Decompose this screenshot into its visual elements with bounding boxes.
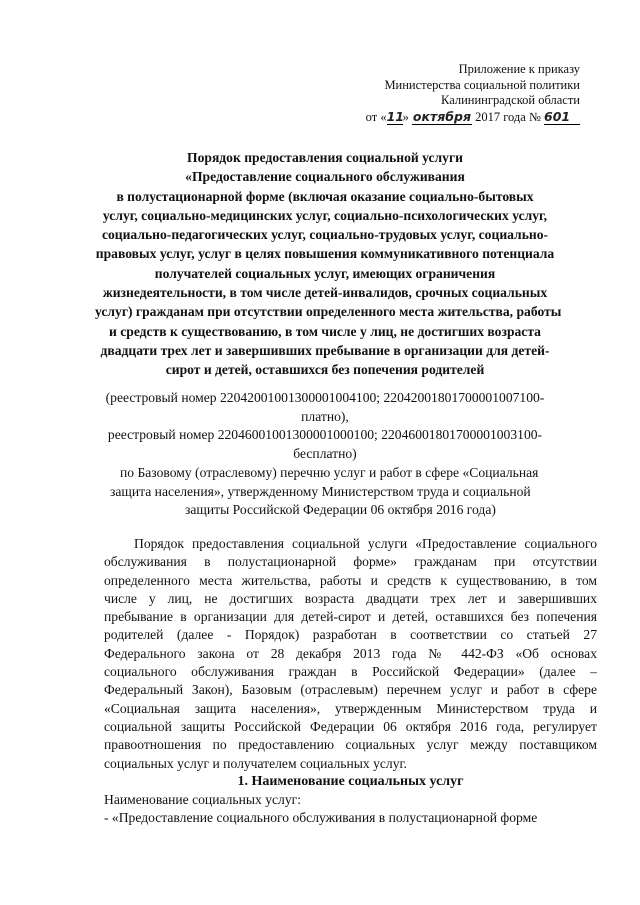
- body-last-line: социальных услуг и получателем социальных услуг.: [104, 755, 407, 771]
- title-line: Порядок предоставления социальной услуги: [187, 150, 463, 165]
- title-line: и средств к существованию, в том числе у лиц, не достигших возраста: [109, 323, 541, 339]
- body-line: пребывание в организации для детей-сирот и детей, оставшихся без попечения: [104, 609, 597, 625]
- basis-line: по Базовому (отраслевому) перечню услуг и работ в сфере «Социальная: [120, 465, 539, 480]
- attachment-header: [330, 62, 580, 125]
- date-month-handwritten: октября: [412, 108, 471, 124]
- body-line: Федеральный Закон), Базовым (отраслевым) перечнем услуг и работ в сфере: [104, 682, 597, 698]
- attachment-line-2: Министерства социальной политики: [384, 77, 580, 92]
- body-line: правоотношения по предоставлению социальных услуг между поставщиком: [104, 737, 597, 753]
- date-prefix: от «: [365, 109, 387, 124]
- title-line: сирот и детей, оставшихся без попечения родителей: [165, 362, 485, 378]
- title-line: двадцати трех лет и завершивших пребывание в организации для детей-: [100, 342, 550, 358]
- basis-line: защита населения», утвержденному Министерством труда и социальной: [110, 483, 531, 499]
- title-line: услуг) гражданам при отсутствии определенного места жительства, работы: [95, 304, 562, 320]
- title-line: правовых услуг, услуг в целях повышения коммуникативного потенциала: [95, 246, 555, 262]
- body-line: обслуживания в полустационарной форме» гражданам при отсутствии: [104, 554, 597, 570]
- date-mid: »: [402, 109, 409, 124]
- body-line: Федерального закона от 28 декабря 2013 года № 442-ФЗ «Об основах: [104, 645, 597, 661]
- body-line: «Социальная защита населения», утвержденным Министерством труда и: [104, 700, 597, 716]
- document-title: [95, 148, 562, 380]
- registry-line: (реестровый номер 22042001001300001004100; 22042001801700001007100-: [105, 390, 545, 405]
- body-line: социального обслуживания граждан в Российской Федерации» (далее –: [104, 664, 597, 680]
- registry-line: платно),: [301, 408, 349, 424]
- attachment-line-3: Калининградской области: [441, 93, 580, 107]
- body-line: числе у лиц, не достигших возраста двадцати трех лет и завершивших: [104, 590, 597, 606]
- title-line: жизнедеятельности, в том числе детей-инвалидов, срочных социальных: [102, 285, 548, 301]
- section-1: [104, 773, 597, 828]
- title-line: получателей социальных услуг, имеющих ограничения: [154, 265, 496, 281]
- basis-line: защиты Российской Федерации 06 октября 2016 года): [185, 502, 496, 518]
- registry-numbers: [90, 389, 560, 463]
- attachment-date-line: [330, 109, 580, 126]
- basis-reference: [110, 464, 590, 520]
- date-day-handwritten: 11: [386, 108, 404, 124]
- registry-line: бесплатно): [293, 445, 357, 461]
- title-line: социально-педагогических услуг, социально-трудовых услуг, социально-: [101, 227, 549, 243]
- section-1-intro: Наименование социальных услуг:: [104, 792, 301, 807]
- body-line: определенного места жительства, работы и средств к существованию, в том: [104, 572, 597, 588]
- order-number-handwritten: 601: [544, 109, 580, 126]
- section-1-item-1: - «Предоставление социального обслуживания в полустационарной форме: [104, 810, 538, 826]
- body-line: родителей (далее - Порядок) разработан в соответствии со статьей 27: [104, 627, 597, 643]
- section-1-title: 1. Наименование социальных услуг: [237, 774, 464, 789]
- body-line: Порядок предоставления социальной услуги «Предоставление социального: [134, 536, 597, 551]
- title-line: «Предоставление социального обслуживания: [185, 169, 465, 185]
- attachment-line-1: Приложение к приказу: [458, 62, 580, 76]
- body-line: социальной защиты Российской Федерации 06 октября 2016 года, регулирует: [104, 718, 597, 734]
- registry-line: реестровый номер 22046001001300001000100; 22046001801700001003100-: [107, 427, 543, 443]
- body-paragraph: [104, 535, 597, 773]
- date-year: 2017 года №: [475, 109, 541, 124]
- title-line: услуг, социально-медицинских услуг, социально-психологических услуг,: [102, 207, 548, 223]
- title-line: в полустационарной форме (включая оказание социально-бытовых: [116, 188, 534, 204]
